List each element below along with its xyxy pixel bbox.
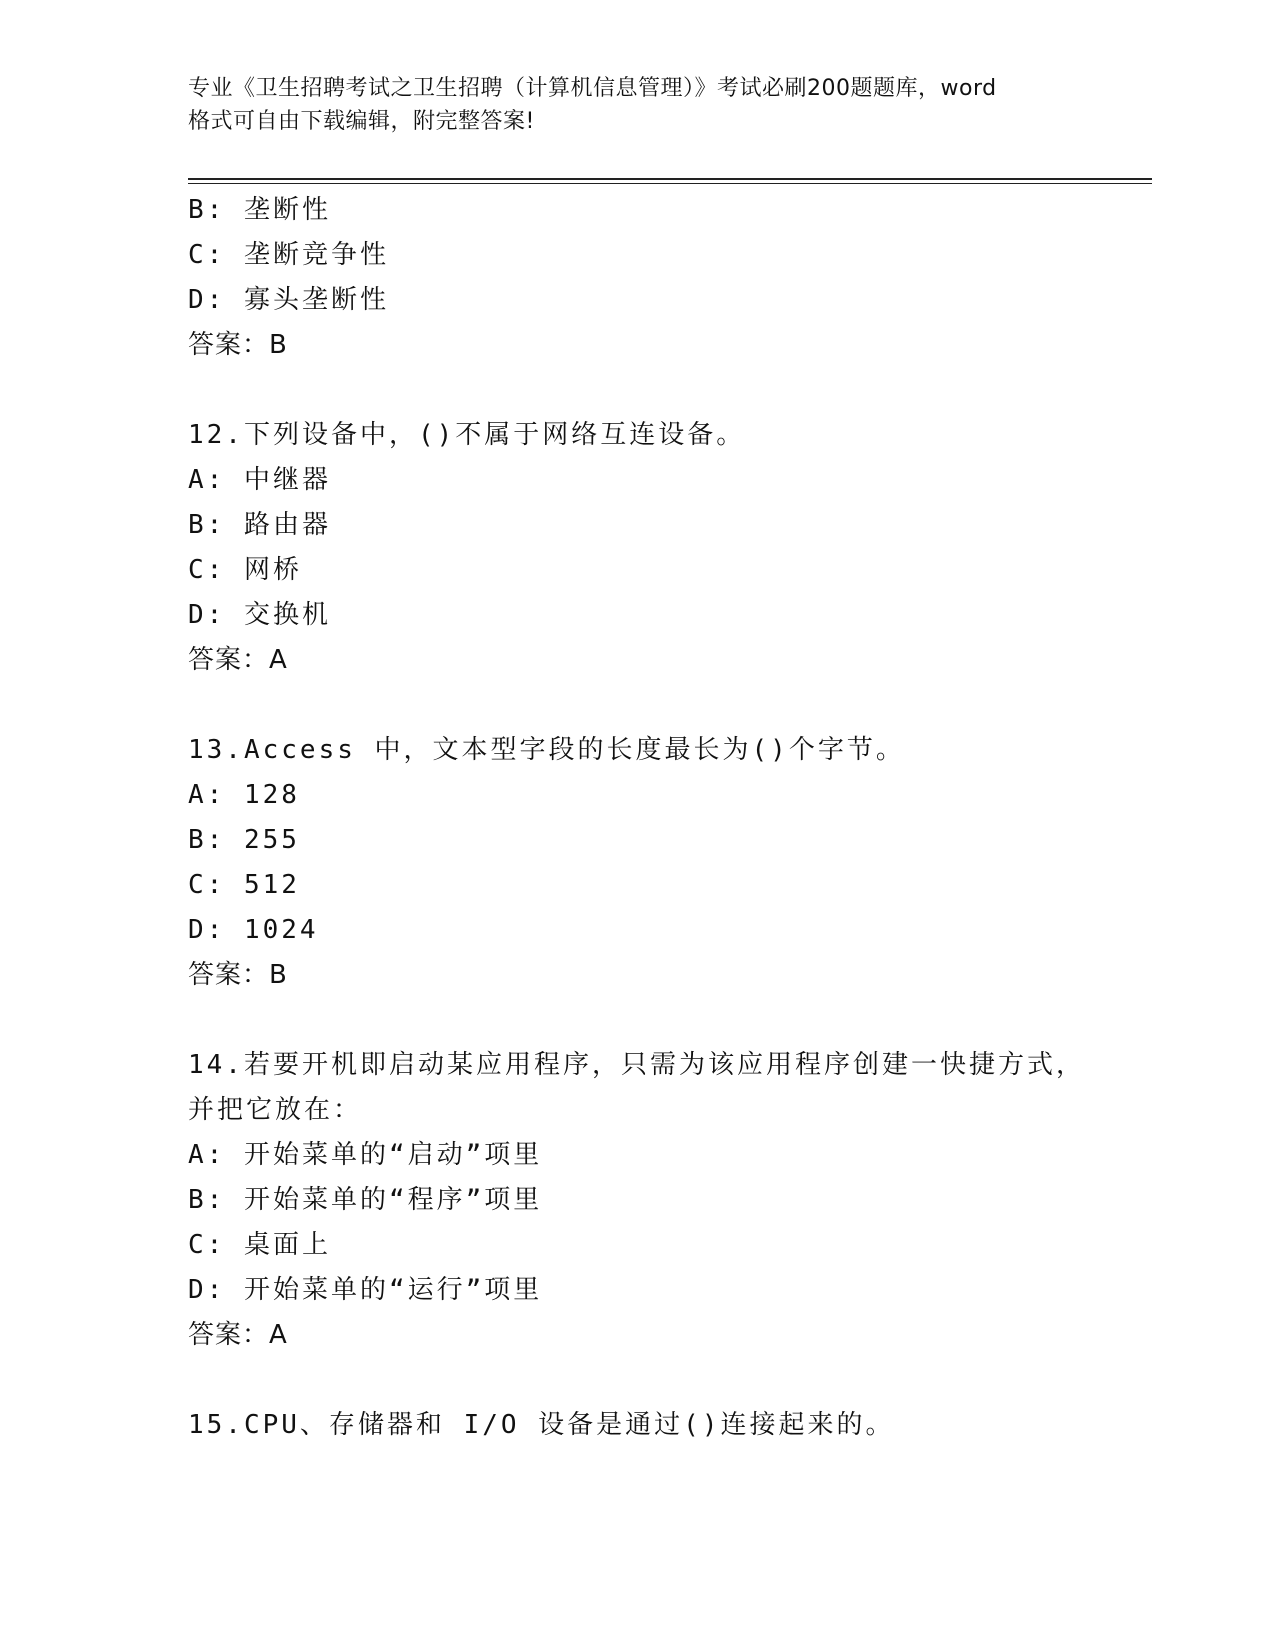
q11-answer: 答案：B: [188, 330, 288, 360]
header-divider-thin: [188, 183, 1152, 184]
header-divider-thick: [188, 178, 1152, 180]
q12-option-b: B: 路由器: [188, 510, 331, 540]
q15-question: 15.CPU、存储器和 I/O 设备是通过()连接起来的。: [188, 1410, 895, 1440]
q13-option-a: A: 128: [188, 780, 300, 810]
q14-option-c: C: 桌面上: [188, 1230, 331, 1260]
q14-option-d: D: 开始菜单的“运行”项里: [188, 1275, 543, 1305]
q14-answer: 答案：A: [188, 1320, 288, 1350]
q12-option-a: A: 中继器: [188, 465, 331, 495]
q12-option-d: D: 交换机: [188, 600, 331, 630]
q13-answer: 答案：B: [188, 960, 288, 990]
document-header: [188, 72, 1088, 138]
q13-option-b: B: 255: [188, 825, 300, 855]
q14-option-a: A: 开始菜单的“启动”项里: [188, 1140, 543, 1170]
header-title-line-2: 格式可自由下载编辑，附完整答案!: [188, 109, 535, 134]
q14-option-b: B: 开始菜单的“程序”项里: [188, 1185, 543, 1215]
q12-option-c: C: 网桥: [188, 555, 302, 585]
q11-option-c: C: 垄断竞争性: [188, 240, 389, 270]
header-title-line-1: 专业《卫生招聘考试之卫生招聘（计算机信息管理）》考试必刷200题题库，word: [188, 76, 997, 101]
q12-answer: 答案：A: [188, 645, 288, 675]
q14-question-line-2: 并把它放在：: [188, 1095, 363, 1125]
q12-question: 12.下列设备中，()不属于网络互连设备。: [188, 420, 746, 450]
q14-question-line-1: 14.若要开机即启动某应用程序，只需为该应用程序创建一快捷方式，: [188, 1050, 1085, 1080]
q13-option-d: D: 1024: [188, 915, 319, 945]
q11-option-b: B: 垄断性: [188, 195, 331, 225]
q13-option-c: C: 512: [188, 870, 300, 900]
q13-question: 13.Access 中，文本型字段的长度最长为()个字节。: [188, 735, 905, 765]
q11-option-d: D: 寡头垄断性: [188, 285, 389, 315]
